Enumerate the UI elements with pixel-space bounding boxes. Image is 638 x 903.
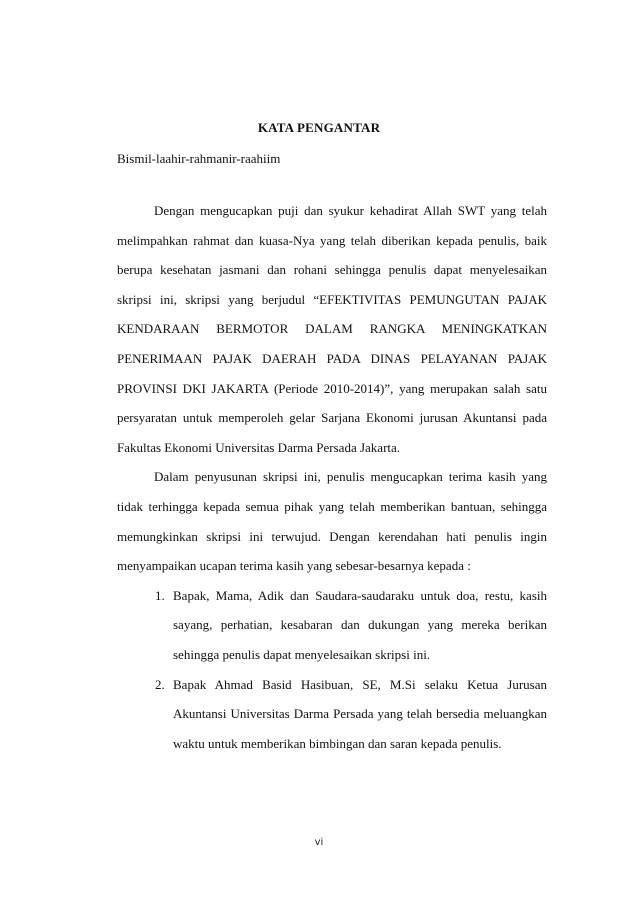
acknowledgement-list — [117, 581, 547, 759]
page-number: vi — [314, 837, 324, 848]
list-item — [117, 581, 547, 670]
opening-salutation: Bismil-laahir-rahmanir-raahiim — [117, 151, 281, 166]
page-title: KATA PENGANTAR — [257, 120, 381, 135]
list-item-text: Bapak Ahmad Basid Hasibuan, SE, M.Si selaku Ketua Jurusan Akuntansi Universitas Darma Persada yang telah bersedia meluangkan waktu untuk memberikan bimbingan dan saran kepada penulis. — [173, 676, 547, 751]
list-item — [117, 670, 547, 759]
list-item-number: 2. — [155, 676, 165, 692]
list-item-number: 1. — [155, 587, 165, 603]
body-text — [117, 196, 547, 758]
paragraph-1: Dengan mengucapkan puji dan syukur kehadirat Allah SWT yang telah melimpahkan rahmat dan kuasa-Nya yang telah diberikan kepada penulis, baik berupa kesehatan jasmani dan rohani sehingga penulis dapat menyelesaikan skripsi ini, skripsi yang berjudul “EFEKTIVITAS PEMUNGUTAN PAJAK KENDARAAN BERMOTOR DALAM RANGKA MENINGKATKAN PENERIMAAN PAJAK DAERAH PADA DINAS PELAYANAN PAJAK PROVINSI DKI JAKARTA (Periode 2010-2014)”, yang merupakan salah satu persyaratan untuk memperoleh gelar Sarjana Ekonomi jurusan Akuntansi pada Fakultas Ekonomi Universitas Darma Persada Jakarta. — [117, 203, 547, 455]
list-item-text: Bapak, Mama, Adik dan Saudara-saudaraku untuk doa, restu, kasih sayang, perhatian, kesabaran dan dukungan yang mereka berikan sehingga penulis dapat menyelesaikan skripsi ini. — [173, 587, 547, 662]
paragraph-2: Dalam penyusunan skripsi ini, penulis mengucapkan terima kasih yang tidak terhingga kepada semua pihak yang telah memberikan bantuan, sehingga memungkinkan skripsi ini terwujud. Dengan kerendahan hati penulis ingin menyampaikan ucapan terima kasih yang sebesar-besarnya kepada : — [117, 469, 547, 574]
